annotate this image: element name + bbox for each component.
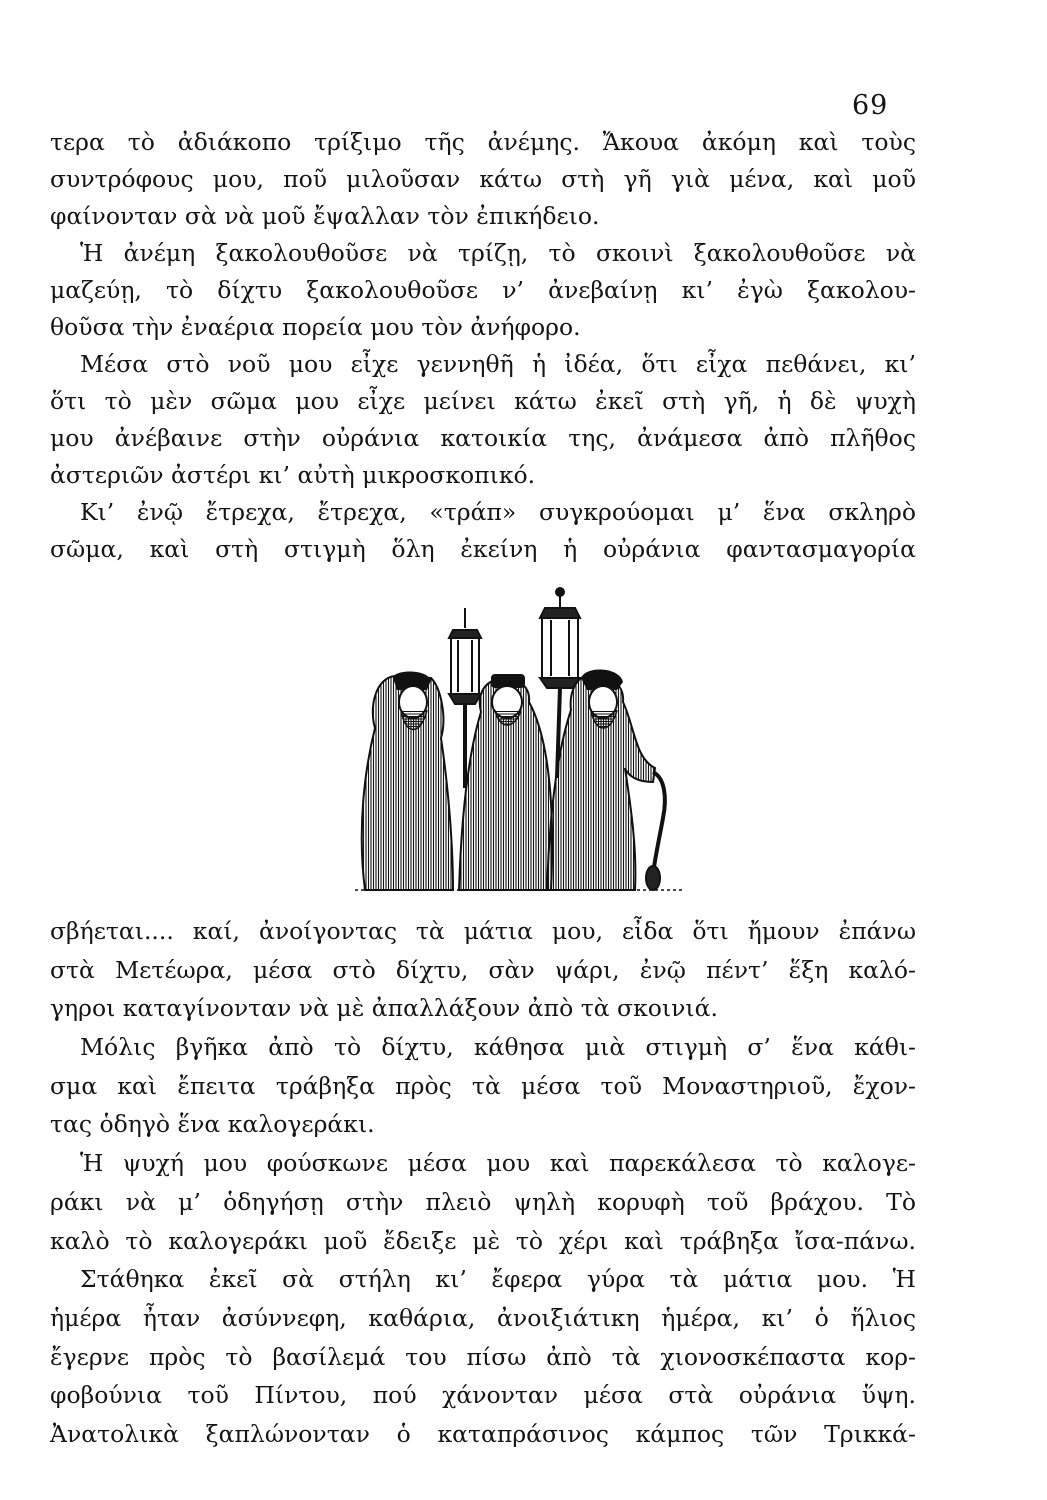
text-line: συντρόφους μου, ποῦ μιλοῦσαν κάτω στὴ γῆ γιὰ μένα, καὶ μοῦ bbox=[50, 165, 916, 193]
text-line: φαίνονταν σὰ νὰ μοῦ ἔψαλλαν τὸν ἐπικήδειο. bbox=[50, 202, 600, 230]
text-block-top bbox=[50, 124, 916, 568]
text-line: ἡμέρα ἦταν ἀσύννεφη, καθάρια, ἀνοιξιάτικη ἡμέρα, κι’ ὁ ἥλιος bbox=[50, 1303, 916, 1332]
text-line: καλὸ τὸ καλογεράκι μοῦ ἔδειξε μὲ τὸ χέρι καὶ τράβηξα ἴσα-πάνω. bbox=[50, 1226, 916, 1255]
text-line: σῶμα, καὶ στὴ στιγμὴ ὅλη ἐκείνη ἡ οὐράνια φαντασμαγορία bbox=[50, 535, 916, 563]
text-line: τας ὁδηγὸ ἕνα καλογεράκι. bbox=[50, 1110, 375, 1139]
text-line: γηροι καταγίνονταν νὰ μὲ ἀπαλλάξουν ἀπὸ τὰ σκοινιά. bbox=[50, 994, 718, 1023]
monks-with-lanterns-illustration bbox=[335, 578, 705, 898]
text-line: Στάθηκα ἐκεῖ σὰ στήλη κι’ ἔφερα γύρα τὰ μάτια μου. Ἡ bbox=[80, 1265, 916, 1294]
text-line: φοβούνια τοῦ Πίντου, πού χάνονταν μέσα στὰ οὐράνια ὕψη. bbox=[50, 1381, 916, 1410]
text-line: μαζεύῃ, τὸ δίχτυ ξακολουθοῦσε ν’ ἀνεβαίνῃ κι’ ἐγὼ ξακολου- bbox=[50, 276, 916, 304]
page-number: 69 bbox=[852, 90, 889, 121]
text-block-bottom bbox=[50, 912, 916, 1454]
text-line: μου ἀνέβαινε στὴν οὐράνια κατοικία της, ἀνάμεσα ἀπὸ πλῆθος bbox=[50, 424, 916, 452]
text-line: Κι’ ἐνῷ ἔτρεχα, ἔτρεχα, «τράπ» συγκρούομαι μ’ ἕνα σκληρὸ bbox=[80, 498, 916, 526]
text-line: Μόλις βγῆκα ἀπὸ τὸ δίχτυ, κάθησα μιὰ στιγμὴ σ’ ἕνα κάθι- bbox=[80, 1033, 916, 1062]
text-line: Ἡ ψυχή μου φούσκωνε μέσα μου καὶ παρεκάλεσα τὸ καλογε- bbox=[80, 1149, 916, 1178]
text-line: Ἀνατολικὰ ξαπλώνονταν ὁ καταπράσινος κάμπος τῶν Τρικκά- bbox=[50, 1419, 916, 1448]
text-line: ἀστεριῶν ἀστέρι κι’ αὐτὴ μικροσκοπικό. bbox=[50, 461, 536, 489]
text-line: θοῦσα τὴν ἐναέρια πορεία μου τὸν ἀνήφορο. bbox=[50, 313, 581, 341]
text-line: σβήεται.... καί, ἀνοίγοντας τὰ μάτια μου, εἶδα ὅτι ἤμουν ἐπάνω bbox=[50, 917, 916, 945]
text-line: ἔγερνε πρὸς τὸ βασίλεμά του πίσω ἀπὸ τὰ χιονοσκέπαστα κορ- bbox=[50, 1342, 916, 1371]
text-line: στὰ Μετέωρα, μέσα στὸ δίχτυ, σὰν ψάρι, ἐνῷ πέντ’ ἕξη καλό- bbox=[50, 955, 916, 984]
text-line: τερα τὸ ἀδιάκοπο τρίξιμο τῆς ἀνέμης. Ἄκουα ἀκόμη καὶ τοὺς bbox=[50, 128, 916, 156]
text-line: ράκι νὰ μ’ ὁδηγήσῃ στὴν πλειὸ ψηλὴ κορυφὴ τοῦ βράχου. Τὸ bbox=[50, 1187, 916, 1216]
text-line: ὅτι τὸ μὲν σῶμα μου εἶχε μείνει κάτω ἐκεῖ στὴ γῆ, ἡ δὲ ψυχὴ bbox=[50, 387, 916, 415]
text-line: Ἡ ἀνέμη ξακολουθοῦσε νὰ τρίζῃ, τὸ σκοινὶ ξακολουθοῦσε νὰ bbox=[80, 239, 916, 267]
text-line: Μέσα στὸ νοῦ μου εἶχε γεννηθῆ ἡ ἰδέα, ὅτι εἶχα πεθάνει, κι’ bbox=[80, 350, 916, 378]
text-line: σμα καὶ ἔπειτα τράβηξα πρὸς τὰ μέσα τοῦ Μοναστηριοῦ, ἔχον- bbox=[50, 1071, 916, 1100]
